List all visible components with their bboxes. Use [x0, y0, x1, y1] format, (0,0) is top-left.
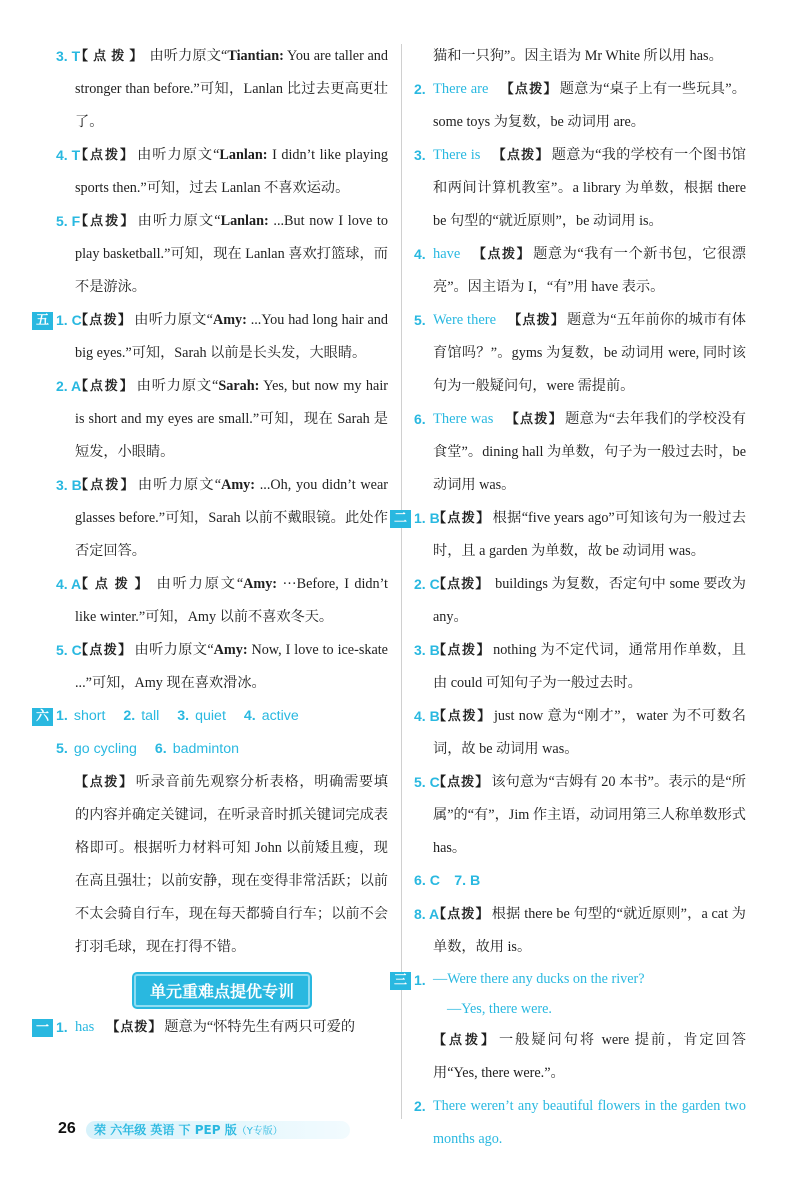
answer-text: short — [73, 708, 106, 724]
answer-text: —Were there any ducks on the river? — [433, 971, 645, 987]
page-number: 26 — [58, 1120, 76, 1137]
edition-label: （Y专版） — [236, 1126, 283, 1137]
hint-paragraph — [56, 766, 388, 964]
item-text: 一般疑问句将 were 提前，肯定回答用“Yes, there were.”。 — [433, 1032, 746, 1081]
item-text: 由听力原文“ — [134, 642, 214, 658]
item-number: 3. B — [414, 642, 440, 658]
item-text: 根据“five years ago”可知该句为一般过去时，且 a garden 为单数，故 be 动词用 was。 — [433, 510, 746, 559]
item-number: 1. B — [414, 510, 440, 526]
item-number: 5. — [56, 741, 68, 757]
answer-item — [414, 73, 746, 139]
answer-item — [414, 634, 746, 700]
item-text: 由听力原文“ — [137, 477, 222, 493]
answer-row — [414, 865, 746, 898]
item-text: 由听力原文“ — [134, 312, 213, 328]
item-number: 1. C — [56, 312, 82, 328]
section-badge: 五 — [32, 312, 53, 330]
section-badge: 二 — [390, 510, 411, 528]
hint-tag: 【点拨】 — [75, 379, 135, 394]
answer-item — [35, 1011, 388, 1044]
section-badge: 一 — [32, 1019, 53, 1037]
speaker: Amy: — [212, 312, 247, 328]
brand-logo: 荣 — [94, 1123, 107, 1137]
item-text: 题意为“怀特先生有两只可爱的 — [164, 1019, 356, 1035]
answer-text: There was — [433, 411, 494, 427]
item-number: 8. A — [414, 906, 440, 922]
answer-text: There are — [433, 81, 489, 97]
item-number: 4. — [243, 708, 256, 724]
answer-text: tall — [141, 708, 160, 724]
item-number: 1. — [56, 1019, 68, 1035]
answer-text: quiet — [195, 708, 226, 724]
answer-item — [414, 700, 746, 766]
hint-tag: 【点拨】 — [433, 511, 491, 526]
hint-tag: 【点拨】 — [472, 247, 532, 262]
item-text: buildings 为复数，否定句中 some 要改为 any。 — [433, 576, 746, 625]
item-text: 题意为“桌子上有一些玩具”。some toys 为复数，be 动词用 are。 — [433, 81, 746, 130]
item-text: Yes, but now my hair is short and my eyes are small.”可知，现在 Sarah 是短发，小眼睛。 — [75, 378, 388, 460]
section-badge: 六 — [32, 708, 53, 726]
item-text: 由听力原文“ — [149, 48, 228, 64]
hint-paragraph — [414, 1024, 746, 1090]
item-text: 由听力原文“ — [156, 576, 244, 592]
section-badge: 三 — [390, 972, 411, 990]
item-text: 听录音前先观察分析表格，明确需要填的内容并确定关键词，在听录音时抓关键词完成表格即可。根据听力材料可知 John 以前矮且瘦，现在高且强壮；以前安静，现在变得非常活跃；以前不太会骑自行车，现在每天都骑自行车；以前不会打羽毛球，现在打得不错。 — [75, 774, 388, 955]
answer-item — [414, 568, 746, 634]
item-text: ...You had long hair and big eyes.”可知，Sarah 以前是长头发，大眼睛。 — [75, 312, 388, 361]
footer-banner — [86, 1121, 350, 1139]
item-number: 5. C — [56, 642, 82, 658]
hint-tag: 【点拨】 — [75, 148, 136, 163]
item-text: 由听力原文“ — [137, 147, 220, 163]
item-number: 4. — [414, 246, 426, 262]
item-number: 6. — [414, 411, 426, 427]
item-number: 3. — [177, 708, 190, 724]
item-number: 2. — [414, 1098, 426, 1114]
item-text: 由听力原文“ — [137, 213, 221, 229]
answer-text: Were there — [433, 312, 497, 328]
answer-item — [56, 469, 388, 568]
hint-tag: 【点拨】 — [433, 577, 490, 592]
item-number: 4. T — [56, 147, 81, 163]
answer-row — [56, 733, 388, 766]
answer-text: —Yes, there were. — [447, 1001, 552, 1017]
item-number: 3. T — [56, 48, 81, 64]
answer-text: There weren’t any beautiful flowers in the garden two months ago. — [433, 1098, 746, 1147]
item-text: just now 意为“刚才”，water 为不可数名词，故 be 动词用 was。 — [433, 708, 746, 757]
item-text: 该句意为“吉姆有 20 本书”。表示的是“所属”的“有”，Jim 作主语，动词用第三人称单数形式 has。 — [433, 774, 746, 856]
answer-row — [35, 700, 388, 733]
hint-tag: 【点拨】 — [75, 478, 136, 493]
item-number: 4. A — [56, 576, 82, 592]
hint-tag: 【点拨】 — [508, 313, 566, 328]
hint-tag: 【点拨】 — [505, 412, 564, 427]
hint-tag: 【点拨】 — [75, 49, 148, 64]
section-banner-wrap — [56, 974, 388, 1007]
answer-text: There is — [433, 147, 481, 163]
page-footer — [56, 1120, 336, 1142]
answer-text: 6. C 7. B — [414, 873, 481, 889]
answer-text: have — [433, 246, 461, 262]
hint-tag: 【点拨】 — [75, 214, 136, 229]
item-text: You are taller and stronger than before.”可知，Lanlan 比过去更高更壮了。 — [75, 48, 388, 130]
answer-item — [414, 304, 746, 403]
item-number: 1. — [56, 708, 68, 724]
left-column — [35, 40, 388, 1044]
hint-tag: 【点拨】 — [75, 577, 155, 592]
answer-text: go cycling — [73, 741, 137, 757]
section-banner: 单元重难点提优专训 — [134, 974, 310, 1007]
hint-tag: 【点拨】 — [433, 775, 490, 790]
hint-tag: 【点拨】 — [500, 82, 558, 97]
item-number: 3. — [414, 147, 426, 163]
item-number: 3. B — [56, 477, 82, 493]
answer-text: badminton — [172, 741, 239, 757]
hint-tag: 【点拨】 — [433, 1033, 497, 1048]
speaker: Amy: — [243, 576, 278, 592]
item-number: 6. — [154, 741, 167, 757]
hint-tag: 【点拨】 — [75, 313, 133, 328]
item-number: 2. — [414, 81, 426, 97]
hint-tag: 【点拨】 — [433, 709, 492, 724]
item-number: 2. C — [414, 576, 440, 592]
item-text: 根据 there be 句型的“就近原则”，a cat 为单数，故用 is。 — [433, 906, 746, 955]
item-text: 题意为“去年我们的学校没有食堂”。dining hall 为单数，句子为一般过去时，be 动词用 was。 — [433, 411, 746, 493]
item-number: 5. F — [56, 213, 81, 229]
answer-item — [393, 502, 746, 568]
item-number: 1. — [414, 972, 426, 988]
item-text: 题意为“我有一个新书包，它很漂亮”。因主语为 I，“有”用 have 表示。 — [433, 246, 746, 295]
right-column — [393, 40, 746, 1156]
speaker: Amy: — [213, 642, 248, 658]
answer-item — [414, 898, 746, 964]
answer-item — [414, 139, 746, 238]
answer-item — [56, 40, 388, 139]
answer-item — [414, 766, 746, 865]
answer-item — [56, 139, 388, 205]
item-number: 5. C — [414, 774, 440, 790]
hint-tag: 【点拨】 — [75, 775, 134, 790]
item-text: nothing 为不定代词，通常用作单数，且由 could 可知句子为一般过去时。 — [433, 642, 746, 691]
speaker: Amy: — [221, 477, 255, 493]
item-text: ···Before, I didn’t like winter.”可知，Amy 以前不喜欢冬天。 — [75, 576, 388, 625]
item-text: 由听力原文“ — [136, 378, 219, 394]
speaker: Sarah: — [218, 378, 260, 394]
answer-item — [56, 370, 388, 469]
answer-item — [56, 205, 388, 304]
item-text: ...Oh, you didn’t wear glasses before.”可知，Sarah 以前不戴眼镜。此处作否定回答。 — [75, 477, 388, 559]
answer-item — [56, 634, 388, 700]
item-number: 2. — [123, 708, 136, 724]
item-number: 2. A — [56, 378, 82, 394]
answer-text: has — [75, 1019, 95, 1035]
answer-item — [414, 403, 746, 502]
speaker: Tiantian: — [227, 48, 284, 64]
speaker: Lanlan: — [220, 213, 269, 229]
book-title: 六年级 英语 下 PEP 版 — [110, 1123, 237, 1137]
item-text: 题意为“五年前你的城市有体育馆吗？”。gyms 为复数，be 动词用 were, 同时该句为一般疑问句，were 需提前。 — [433, 312, 746, 394]
answer-text: active — [261, 708, 299, 724]
item-text: I didn’t like playing sports then.”可知，过去 Lanlan 不喜欢运动。 — [75, 147, 388, 196]
hint-tag: 【点拨】 — [75, 643, 133, 658]
answer-item — [414, 238, 746, 304]
item-number: 4. B — [414, 708, 440, 724]
answer-item — [35, 304, 388, 370]
answer-item — [414, 1090, 746, 1156]
continued-text: 猫和一只狗”。因主语为 Mr White 所以用 has。 — [433, 48, 723, 64]
hint-tag: 【点拨】 — [433, 643, 492, 658]
hint-tag: 【点拨】 — [492, 148, 550, 163]
speaker: Lanlan: — [219, 147, 268, 163]
hint-tag: 【点拨】 — [106, 1020, 163, 1035]
hint-tag: 【点拨】 — [433, 907, 490, 922]
item-number: 5. — [414, 312, 426, 328]
item-text: ...But now I love to play basketball.”可知，现在 Lanlan 喜欢打篮球，而不是游泳。 — [75, 213, 388, 295]
answer-item — [56, 568, 388, 634]
answer-item — [393, 964, 746, 1024]
item-text: Now, I love to ice-skate ...”可知，Amy 现在喜欢滑冰。 — [75, 642, 388, 691]
column-divider — [401, 44, 402, 1119]
item-text: 题意为“我的学校有一个图书馆和两间计算机教室”。a library 为单数，根据 there be 句型的“就近原则”，be 动词用 is。 — [433, 147, 746, 229]
